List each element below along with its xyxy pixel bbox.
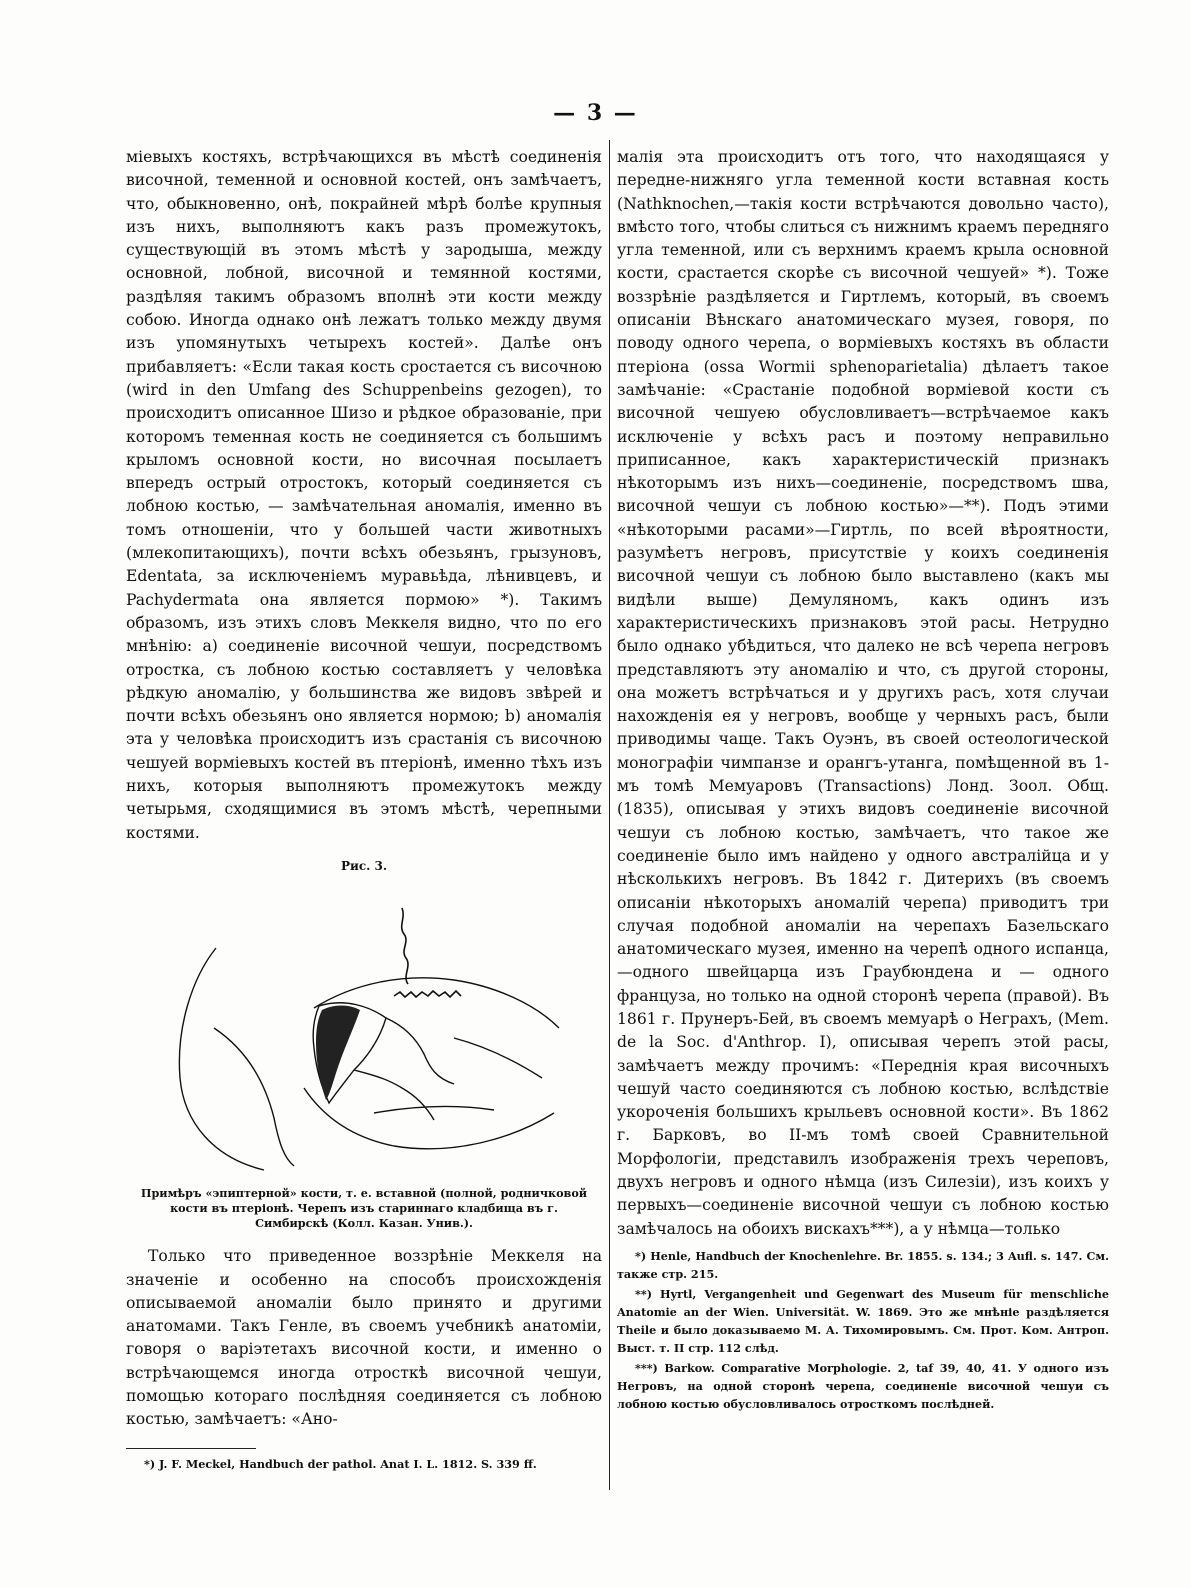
figure-3: [126, 855, 602, 1231]
right-column: [617, 146, 1109, 1415]
skull-outline: [179, 948, 264, 1170]
mandible-curve: [304, 1088, 554, 1149]
right-footnote-3: ***) Barkow. Comparative Morphologie. 2, taf 39, 40, 41. У одного изъ Негровъ, на одной сторонѣ черепа, соединеніе височной чешуи съ лобною костью обусловливалось отросткомъ послѣдней.: [617, 1360, 1109, 1411]
column-divider: [609, 140, 610, 1490]
right-paragraph-1: малія эта происходитъ отъ того, что находящаяся у передне-нижняго угла теменной кости вставная кость (Nathknochen,—такія кости встрѣчаются довольно часто), вмѣсто того, чтобы слиться съ нижнимъ краемъ передняго угла теменной, или съ верхнимъ краемъ крыла основной кости, срастается скорѣе съ височной чешуей» *). Тоже воззрѣніе раздѣляется и Гиртлемъ, который, въ своемъ описаніи Вѣнскаго анатомическаго музея, говоря, по поводу одного черепа, о ворміевыхъ костяхъ въ области птеріона (ossa Wormii sphenoparietalia) дѣлаетъ такое замѣчаніе: «Срастаніе подобной ворміевой кости съ височной чешуею обусловливаетъ—встрѣчаемое какъ исключеніе у всѣхъ расъ и поэтому неправильно приписанное, какъ характеристическій признакъ нѣкоторымъ изъ нихъ—соединеніе, посредствомъ шва, височной чешуи съ лобною костью»—**). Подъ этими «нѣкоторыми расами»—Гиртль, по всей вѣроятности, разумѣетъ негровъ, присутствіе у коихъ соединенія височной чешуи съ лобною было выставлено (какъ мы видѣли выше) Демуляномъ, какъ одинъ изъ характеристическихъ признаковъ этой расы. Нетрудно было однако убѣдиться, что далеко не всѣ черепа негровъ представляютъ эту аномалію и что, съ другой стороны, она можетъ встрѣчаться и у другихъ расъ, хотя случаи нахожденія ея у негровъ, вообще у черныхъ расъ, были приводимы чаще. Такъ Оуэнъ, въ своей остеологической монографіи чимпанзе и орангъ-утанга, помѣщенной въ 1-мъ томѣ Мемуаровъ (Transactions) Лонд. Зоол. Общ. (1835), описывая у этихъ видовъ соединеніе височной чешуи съ лобною костью, замѣчаетъ, что такое же соединеніе было имъ найдено у одного австралійца и у нѣсколькихъ негровъ. Въ 1842 г. Дитерихъ (въ своемъ описаніи нѣкоторыхъ аномалій черепа) приводитъ три случая подобной аномаліи на черепахъ Базельскаго анатомическаго музея, именно на черепѣ одного испанца,—одного швейцарца изъ Граубюндена и — одного француза, но только на одной сторонѣ черепа (правой). Въ 1861 г. Прунеръ-Бей, въ своемъ мемуарѣ о Неграхъ, (Mem. de la Soc. d'Anthrop. I), описывая черепъ этой расы, замѣчаетъ между прочимъ: «Переднія края височныхъ чешуй часто соединяются съ лобною костью, вслѣдствіе укороченія большихъ крыльевъ основной кости». Въ 1862 г. Барковъ, во II-мъ томѣ своей Сравнительной Морфологіи, представилъ изображенія трехъ череповъ, двухъ негровъ и одного нѣмца (изъ Силезіи), изъ коихъ у первыхъ—соединеніе височной чешуи съ лобною костью замѣчалось на обоихъ вискахъ***), а у нѣмца—только: [617, 148, 1109, 1238]
right-footnotes: [617, 1247, 1109, 1413]
page-number: — 3 —: [553, 100, 638, 126]
figure-caption: Примѣръ «эпиптерной» кости, т. е. вставной (полной, родничковой кости въ птеріонѣ. Черепъ изъ стариннаго кладбища въ г. Симбирскѣ (Колл. Казан. Унив.).: [140, 1186, 588, 1231]
left-paragraph-1: міевыхъ костяхъ, встрѣчающихся въ мѣстѣ соединенія височной, теменной и основной костей, онъ замѣчаетъ, что, обыкновенно, онѣ, покрайней мѣрѣ болѣе крупныя изъ нихъ, выполняютъ какъ разъ промежутокъ, существующій въ этомъ мѣстѣ у зародыша, между основной, лобной, височной и темянной костями, раздѣляя такимъ образомъ вполнѣ эти кости между собою. Иногда однако онѣ лежатъ только между двумя изъ упомянутыхъ четырехъ костей». Далѣе онъ прибавляетъ: «Если такая кость сростается съ височною (wird in den Umfang des Schuppenbeins gezogen), то происходитъ описанное Шизо и рѣдкое образованіе, при которомъ теменная кость не соединяется съ большимъ крыломъ основной кости, но височная посылаетъ впередъ острый отростокъ, который соединяется съ лобною костью, — замѣчательная аномалія, именно въ томъ отношеніи, что у большей части животныхъ (млекопитающихъ), почти всѣхъ обезьянъ, грызуновъ, Edentata, за исключеніемъ муравьѣда, лѣнивцевъ, и Pachydermata она является пормою» *). Такимъ образомъ, изъ этихъ словъ Меккеля видно, что по его мнѣнію: а) соединеніе височной чешуи, посредствомъ отростка, съ лобною костью составляетъ у человѣка рѣдкую аномалію, у большинства же видовъ звѣрей и почти всѣхъ обезьянъ оно является нормою; b) аномалія эта у человѣка происходитъ изъ срастанія съ височною чешуей ворміевыхъ костей въ птеріонѣ, именно тѣхъ изъ нихъ, которыя выполняютъ промежутокъ между четырьмя, сходящимися въ этомъ мѣстѣ, черепными костями.: [126, 148, 602, 842]
left-footnote-rule: [126, 1448, 256, 1449]
shaded-bone: [316, 1006, 360, 1101]
skull-illustration: [154, 888, 574, 1178]
zygomatic-line: [374, 1107, 494, 1114]
temporal-arch: [354, 1070, 434, 1120]
left-column: [126, 146, 602, 1475]
cheek-line: [214, 1028, 294, 1166]
squamosal-suture: [394, 991, 461, 997]
left-paragraph-2: Только что приведенное воззрѣніе Меккеля на значеніе и особенно на способъ происхожденія описываемой аномаліи было принято и другими анатомами. Такъ Генле, въ своемъ учебникѣ анатоміи, говоря о варіэтетахъ височной кости, и именно о встрѣчающемся иногда отросткѣ височной чешуи, помощью котораго послѣдняя соединяется съ лобною костью, замѣчаетъ: «Ано-: [126, 1247, 602, 1429]
base-line: [454, 1038, 542, 1078]
left-footnotes: [126, 1455, 602, 1473]
parietal-edge: [386, 1018, 454, 1084]
coronal-suture: [402, 908, 408, 984]
right-footnote-1: *) Henle, Handbuch der Knochenlehre. Br. 1855. s. 134.; 3 Aufl. s. 147. См. также стр. 215.: [617, 1248, 1109, 1281]
right-footnote-2: **) Hyrtl, Vergangenheit und Gegenwart des Museum für menschliche Anatomie an der Wien. Universität. W. 1869. Это же мнѣніе раздѣляется Theile и было доказываемо М. А. Тихомировымъ. См. Прот. Ком. Антроп. Выст. т. II стр. 112 слѣд.: [617, 1286, 1109, 1355]
figure-label: Рис. 3.: [340, 858, 388, 873]
left-footnote-1: *) J. F. Meckel, Handbuch der pathol. Anat I. L. 1812. S. 339 ff.: [144, 1456, 537, 1471]
